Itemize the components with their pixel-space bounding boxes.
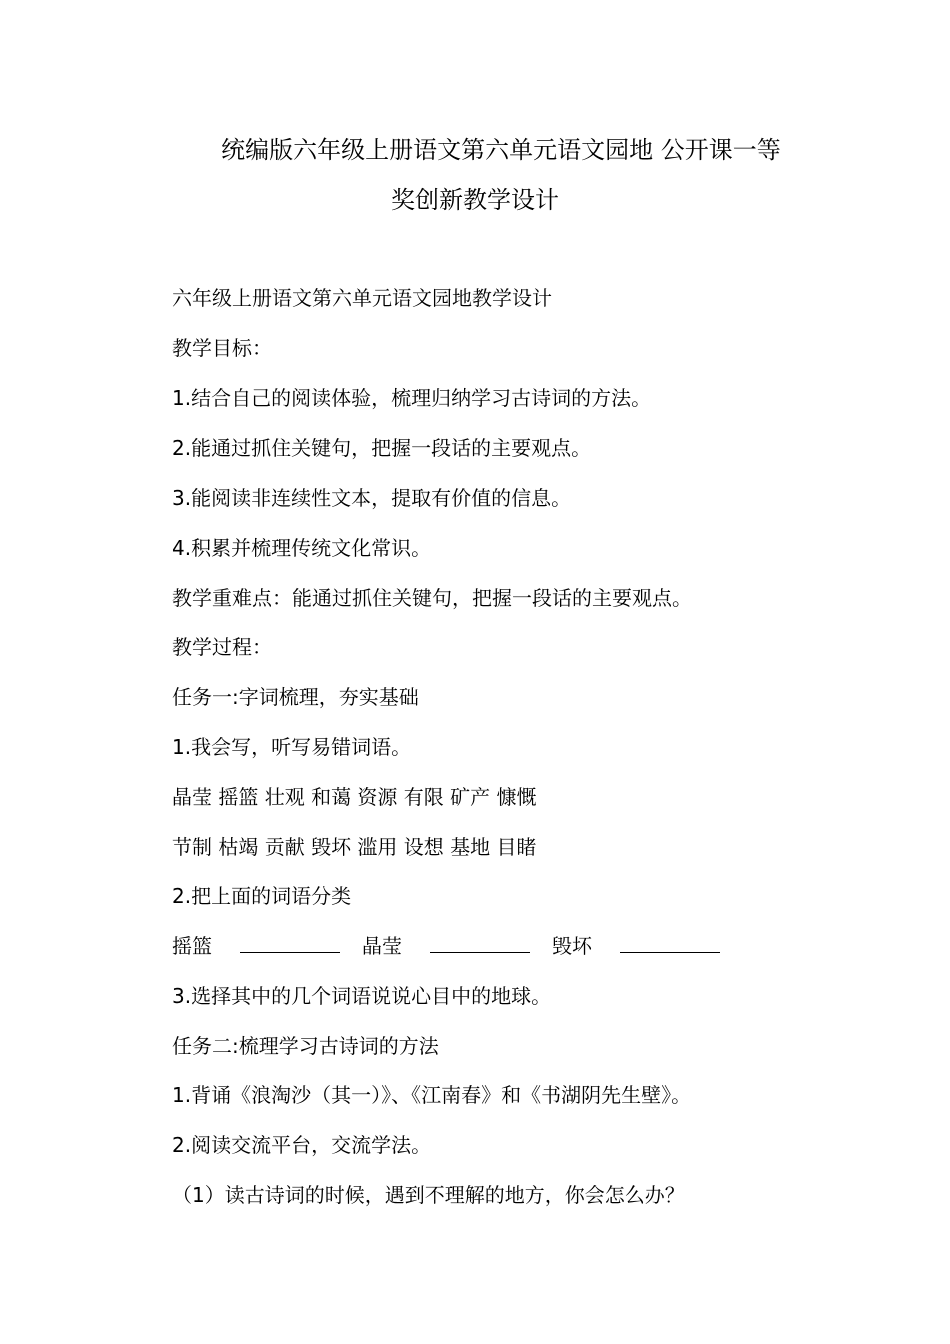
fill-blank-2 bbox=[430, 932, 530, 953]
task-2-heading: 任务二:梳理学习古诗词的方法 bbox=[172, 1034, 439, 1058]
subtitle: 六年级上册语文第六单元语文园地教学设计 bbox=[172, 286, 552, 310]
task-1-item-2: 2.把上面的词语分类 bbox=[172, 884, 352, 908]
fill-blank-1 bbox=[240, 932, 340, 953]
document-title-line-1: 统编版六年级上册语文第六单元语文园地 公开课一等 bbox=[221, 136, 781, 164]
task-1-heading: 任务一:字词梳理，夯实基础 bbox=[172, 685, 419, 709]
objective-2: 2.能通过抓住关键句，把握一段话的主要观点。 bbox=[172, 436, 592, 460]
document-title-line-2: 奖创新教学设计 bbox=[391, 186, 559, 214]
task-2-item-2: 2.阅读交流平台，交流学法。 bbox=[172, 1133, 432, 1157]
category-word-1: 摇篮 bbox=[172, 934, 212, 958]
category-word-2: 晶莹 bbox=[362, 934, 402, 958]
objective-3: 3.能阅读非连续性文本，提取有价值的信息。 bbox=[172, 486, 572, 510]
fill-blank-3 bbox=[620, 932, 720, 953]
word-list-row-2: 节制 枯竭 贡献 毁坏 滥用 设想 基地 目睹 bbox=[172, 835, 537, 859]
category-word-3: 毁坏 bbox=[552, 934, 592, 958]
key-difficulty: 教学重难点：能通过抓住关键句，把握一段话的主要观点。 bbox=[172, 586, 692, 610]
classification-row bbox=[172, 932, 742, 960]
objective-1: 1.结合自己的阅读体验，梳理归纳学习古诗词的方法。 bbox=[172, 386, 652, 410]
task-2-question-1: （1）读古诗词的时候，遇到不理解的地方，你会怎么办？ bbox=[172, 1183, 685, 1207]
section-heading-objectives: 教学目标： bbox=[172, 336, 272, 360]
task-2-item-1: 1.背诵《浪淘沙（其一）》、《江南春》和《书湖阴先生壁》。 bbox=[172, 1083, 692, 1107]
task-1-item-3: 3.选择其中的几个词语说说心目中的地球。 bbox=[172, 984, 552, 1008]
section-heading-process: 教学过程： bbox=[172, 635, 272, 659]
word-list-row-1: 晶莹 摇篮 壮观 和蔼 资源 有限 矿产 慷慨 bbox=[172, 785, 537, 809]
objective-4: 4.积累并梳理传统文化常识。 bbox=[172, 536, 432, 560]
task-1-item-1: 1.我会写，听写易错词语。 bbox=[172, 735, 412, 759]
